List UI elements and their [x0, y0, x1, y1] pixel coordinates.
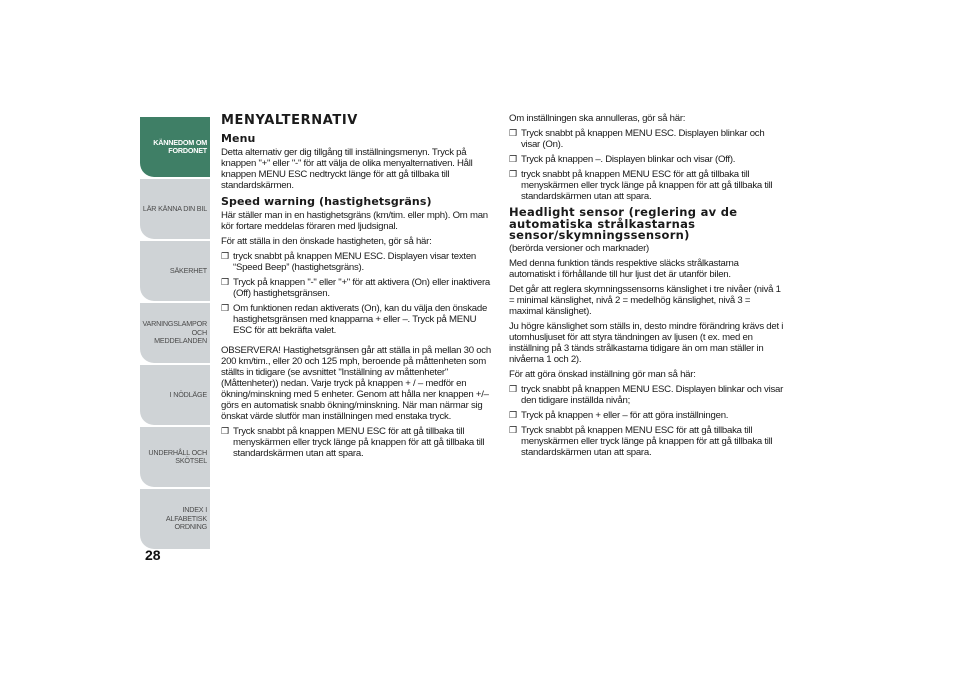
checkbox-bullet-icon: ❒ — [509, 409, 517, 420]
menu-text: Detta alternativ ger dig tillgång till inställningsmenyn. Tryck på knappen "+" eller "-" för att välja de olika menyalternativen. Håll knappen MENU ESC nedtryckt länge för att gå tillbaka till standardskärmen. — [221, 147, 473, 191]
cancel-list — [509, 128, 784, 202]
checkbox-bullet-icon: ❒ — [509, 383, 517, 394]
list-item: ❒ Tryck på knappen "-" eller "+" för att aktivera (On) eller inaktivera (Off) hastighetsgränsen. — [221, 277, 491, 299]
list-item: ❒ Tryck snabbt på knappen MENU ESC. Displayen blinkar och visar (On). — [509, 128, 765, 150]
final-list — [221, 426, 496, 459]
list-item: ❒ Tryck snabbt på knappen MENU ESC för att gå tillbaka till menyskärmen eller tryck länge på knappen för att gå tillbaka till standardskärmen utan att spara. — [221, 426, 485, 459]
tab-underhall-och-skotsel[interactable] — [140, 427, 210, 487]
list-item: ❒ tryck snabbt på knappen MENU ESC. Displayen visar texten “Speed Beep” (hastighetsgräns). — [221, 251, 477, 273]
checkbox-bullet-icon: ❒ — [509, 154, 517, 164]
tab-label: LÄR KÄNNA DIN BIL — [142, 203, 207, 213]
checkbox-bullet-icon: ❒ — [221, 277, 229, 287]
list-item: ❒ tryck snabbt på knappen MENU ESC. Displayen blinkar och visar den tidigare inställda nivån; — [509, 383, 784, 406]
tab-lar-kanna-din-bil[interactable] — [140, 179, 210, 239]
tab-sakerhet[interactable] — [140, 241, 210, 301]
tab-label: KÄNNEDOM OM FORDONET — [153, 137, 207, 155]
headlight-paragraph: Det går att reglera skymningssensorns känslighet i tre nivåer (nivå 1 = minimal känslighet, nivå 2 = medelhög känslighet, nivå 3 = maximal känslighet). — [509, 283, 781, 317]
checkbox-bullet-icon: ❒ — [221, 303, 229, 313]
tab-i-nodlage[interactable] — [140, 365, 210, 425]
headlight-paragraph: Med denna funktion tänds respektive släcks strålkastarna automatiskt i förhållande till hur ljust det är utanför bilen. — [509, 257, 739, 280]
right-column — [509, 113, 784, 462]
tab-varningslampor[interactable] — [140, 303, 210, 363]
section-title: MENYALTERNATIV — [221, 113, 358, 128]
tab-label: INDEX I ALFABETISK ORDNING — [165, 505, 207, 532]
list-item: ❒ tryck snabbt på knappen MENU ESC för att gå tillbaka till menyskärmen eller tryck länge på knappen för att gå tillbaka till standardskärmen utan att spara. — [509, 169, 773, 202]
headlight-heading: Headlight sensor (reglering av de automatiska strålkastarnas sensor/skymningssensorn) — [509, 205, 738, 242]
checkbox-bullet-icon: ❒ — [509, 169, 517, 179]
list-item: ❒ Om funktionen redan aktiverats (On), kan du välja den önskade hastighetsgränsen med knapparna + eller –. Tryck på MENU ESC för att bekräfta valet. — [221, 303, 488, 336]
menu-heading: Menu — [221, 132, 256, 145]
checkbox-bullet-icon: ❒ — [509, 128, 517, 138]
speed-paragraph: För att ställa in den önskade hastigheten, gör så här: — [221, 236, 432, 247]
speed-list — [221, 251, 496, 336]
page-number: 28 — [145, 547, 161, 563]
headlight-list — [509, 384, 784, 458]
tab-label: SÄKERHET — [169, 265, 207, 275]
list-item: ❒ Tryck snabbt på knappen MENU ESC för att gå tillbaka till menyskärmen eller tryck länge på knappen för att gå tillbaka till standardskärmen utan att spara. — [509, 424, 773, 458]
checkbox-bullet-icon: ❒ — [221, 426, 229, 436]
tab-label: VARNINGSLAMPOR OCH MEDDELANDEN — [142, 319, 207, 346]
speed-paragraph: Här ställer man in en hastighetsgräns (km/tim. eller mph). Om man kör fortare meddelas föraren med ljudsignal. — [221, 210, 488, 232]
list-item: ❒ Tryck på knappen –. Displayen blinkar och visar (Off). — [509, 154, 736, 165]
tab-index[interactable] — [140, 489, 210, 549]
tab-label: I NÖDLÄGE — [169, 389, 207, 399]
checkbox-bullet-icon: ❒ — [221, 251, 229, 261]
list-item: ❒ Tryck på knappen + eller – för att göra inställningen. — [509, 409, 729, 421]
tab-kannedom-om-fordonet[interactable] — [140, 117, 210, 177]
headlight-paragraph: För att göra önskad inställning gör man så här: — [509, 368, 696, 380]
tab-label: UNDERHÅLL OCH SKÖTSEL — [148, 447, 207, 465]
headlight-paragraph: Ju högre känslighet som ställs in, desto mindre förändring krävs det i utomhusljuset för att styra tändningen av ljusen (t ex. med en inställning på 3 tänds strålkastarna tidigare än om man ställer in nivåerna 1 och 2). — [509, 320, 784, 365]
speed-heading: Speed warning (hastighetsgräns) — [221, 195, 432, 208]
note-paragraph: OBSERVERA! Hastighetsgränsen går att ställa in på mellan 30 och 200 km/tim., eller 20 och 125 mph, beroende på måttenheten som ställts in tidigare (se avsnittet "Inställning av måttenheter" (Måttenheter)) nedan. Varje tryck på knappen + / – medför en ökning/minskning med 5 enheter. Genom att hålla ner knappen +/– görs en automatisk snabb ökning/minskning. När man närmar sig önskat värde slutför man inställningen med enstaka tryck. — [221, 345, 491, 422]
checkbox-bullet-icon: ❒ — [509, 424, 517, 435]
headlight-subtitle: (berörda versioner och marknader) — [509, 242, 649, 254]
cancel-intro: Om inställningen ska annulleras, gör så här: — [509, 113, 686, 124]
left-column — [221, 113, 496, 463]
